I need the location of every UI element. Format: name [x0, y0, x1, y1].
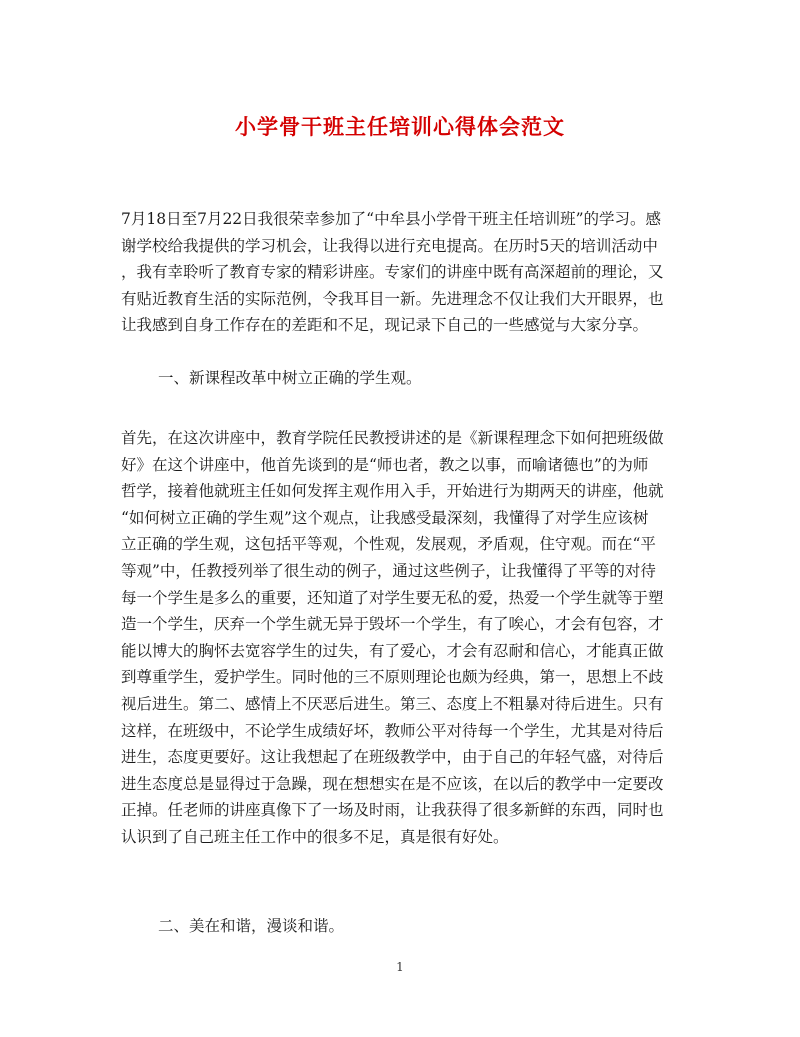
- text-line: 立正确的学生观，这包括平等观，个性观，发展观，矛盾观，住守观。而在“平: [121, 535, 656, 554]
- text-line: 进生态度总是显得过于急躁，现在想想实在是不应该，在以后的教学中一定要改: [121, 774, 664, 793]
- text-line: 能以博大的胸怀去宽容学生的过失，有了爱心，才会有忍耐和信心，才能真正做: [121, 641, 664, 660]
- section-heading-1: 一、新课程改革中树立正确的学生观。: [158, 369, 422, 387]
- text-line: 首先，在这次讲座中，教育学院任民教授讲述的是《新课程理念下如何把班级做: [121, 429, 664, 447]
- text-line: 认识到了自己班主任工作中的很多不足，真是很有好处。: [121, 827, 509, 846]
- text-line: 让我感到自身工作存在的差距和不足，现记录下自己的一些感觉与大家分享。: [121, 316, 649, 335]
- text-line: 正掉。任老师的讲座真像下了一场及时雨，让我获得了很多新鲜的东西，同时也: [121, 801, 664, 820]
- text-line: 这样，在班级中，不论学生成绩好坏，教师公平对待每一个学生，尤其是对待后: [121, 721, 664, 740]
- text-line: 谢学校给我提供的学习机会，让我得以进行充电提高。在历时5天的培训活动中: [121, 236, 658, 255]
- text-line: 哲学，接着他就班主任如何发挥主观作用入手，开始进行为期两天的讲座，他就: [121, 482, 664, 501]
- document-title: 小学骨干班主任培训心得体会范文: [235, 114, 565, 139]
- text-line: 等观”中，任教授列举了很生动的例子，通过这些例子，让我懂得了平等的对待: [121, 561, 656, 580]
- text-line: “如何树立正确的学生观”这个观点，让我感受最深刻，我懂得了对学生应该树: [121, 508, 649, 527]
- text-line: 有贴近教育生活的实际范例，令我耳目一新。先进理念不仅让我们大开眼界，也: [121, 289, 664, 308]
- text-line: 造一个学生，厌弃一个学生就无异于毁坏一个学生，有了唉心，才会有包容，才: [121, 615, 664, 634]
- text-line: 进生，态度更要好。这让我想起了在班级教学中，由于自己的年轻气盛，对待后: [121, 748, 664, 767]
- text-line: 到尊重学生，爱护学生。同时他的三不原则理论也颇为经典，第一，思想上不歧: [121, 668, 664, 687]
- page-number: 1: [396, 960, 404, 974]
- text-line: ，我有幸聆听了教育专家的精彩讲座。专家们的讲座中既有高深超前的理论，又: [121, 263, 664, 282]
- text-line: 好》在这个讲座中，他首先谈到的是“师也者，教之以事，而喻诸德也”的为师: [121, 455, 649, 474]
- section1-paragraph: [121, 425, 681, 851]
- text-line: 视后进生。第二、感情上不厌恶后进生。第三、态度上不粗暴对待后进生。只有: [121, 694, 664, 713]
- section-heading-2: 二、美在和谐，漫谈和谐。: [158, 917, 345, 935]
- text-line: 7月18日至7月22日我很荣幸参加了“中牟县小学骨干班主任培训班”的学习。感: [121, 210, 662, 228]
- intro-paragraph: [121, 206, 681, 339]
- text-line: 每一个学生是多么的重要，还知道了对学生要无私的爱，热爱一个学生就等于塑: [121, 588, 664, 607]
